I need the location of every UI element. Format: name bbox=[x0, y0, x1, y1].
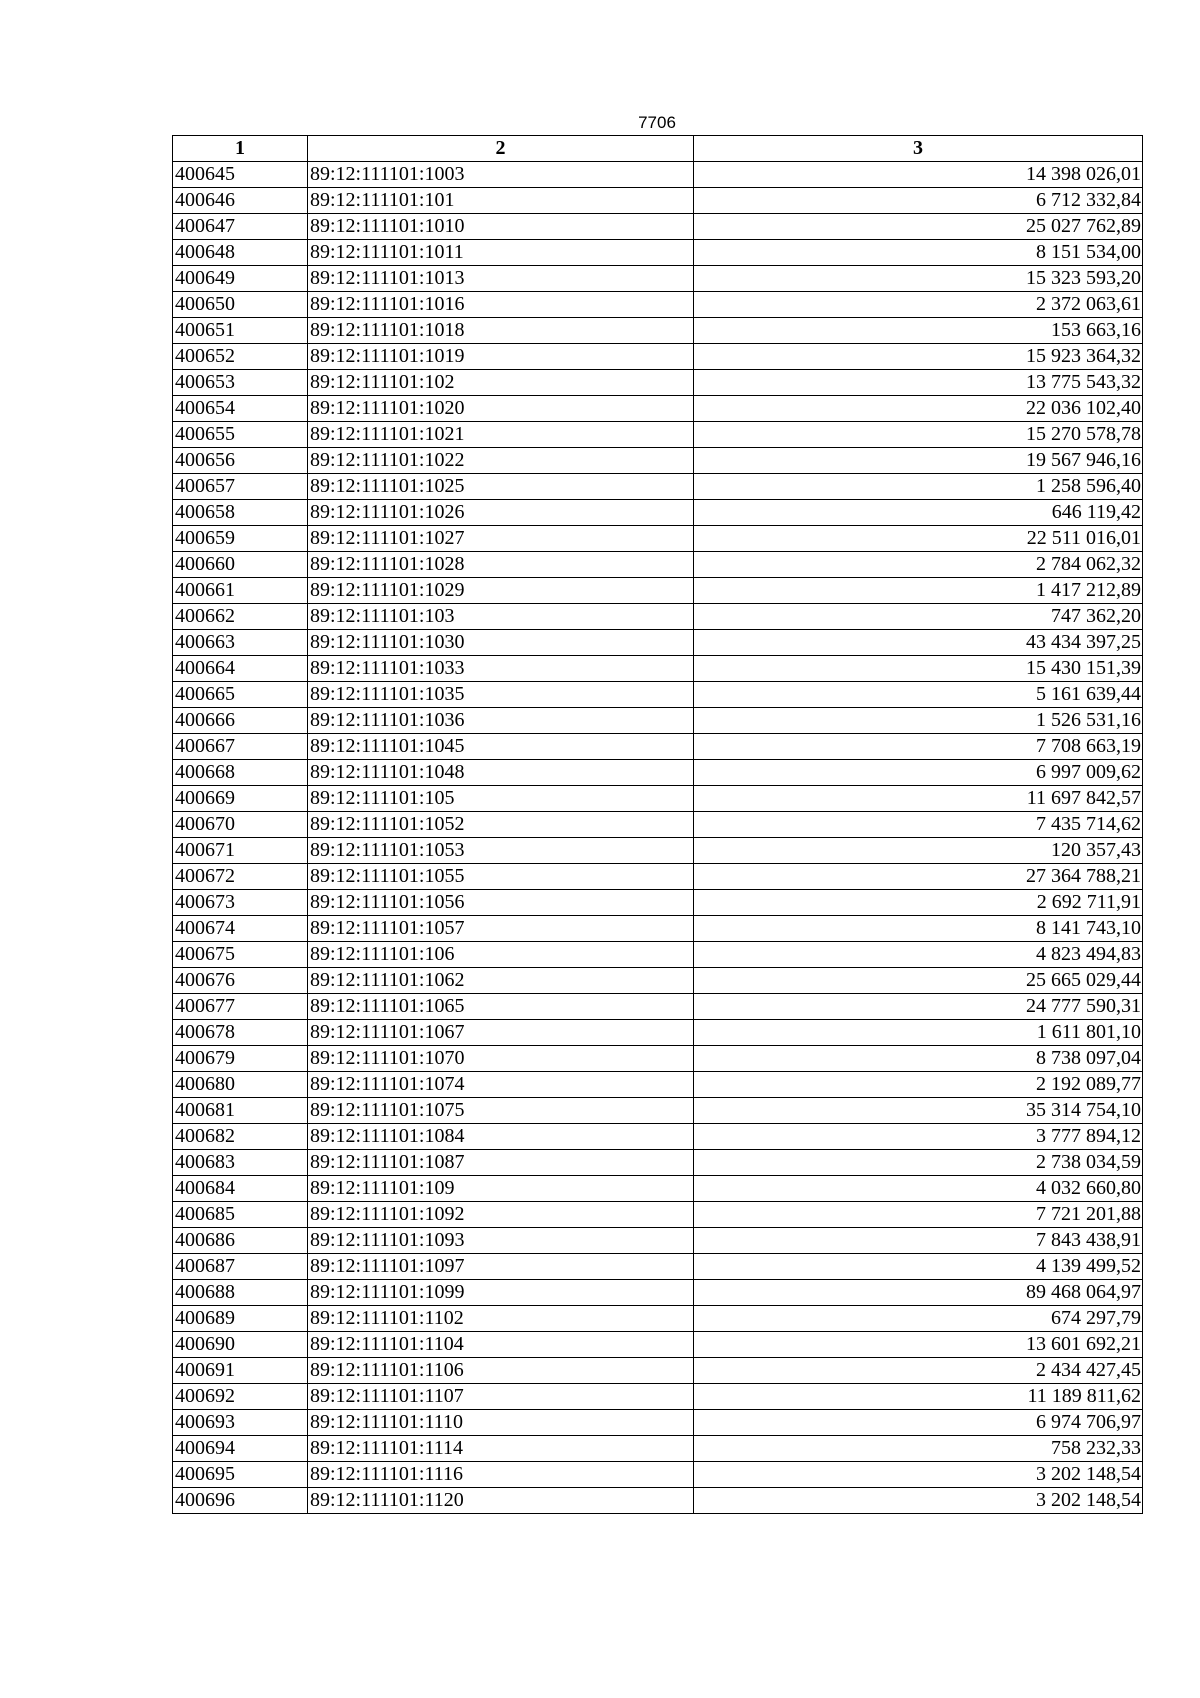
row-number-cell: 400681 bbox=[173, 1098, 308, 1124]
row-number-cell: 400678 bbox=[173, 1020, 308, 1046]
cadastral-number-cell: 89:12:111101:1120 bbox=[308, 1488, 694, 1514]
row-number-cell: 400683 bbox=[173, 1150, 308, 1176]
table-row bbox=[173, 552, 1143, 578]
row-number-cell: 400651 bbox=[173, 318, 308, 344]
table-row bbox=[173, 266, 1143, 292]
cadastral-value-cell: 15 430 151,39 bbox=[694, 656, 1143, 682]
table-row bbox=[173, 1150, 1143, 1176]
cadastral-value-cell: 7 843 438,91 bbox=[694, 1228, 1143, 1254]
row-number-cell: 400676 bbox=[173, 968, 308, 994]
table-row bbox=[173, 188, 1143, 214]
cadastral-number-cell: 89:12:111101:106 bbox=[308, 942, 694, 968]
row-number-cell: 400658 bbox=[173, 500, 308, 526]
row-number-cell: 400686 bbox=[173, 1228, 308, 1254]
table-row bbox=[173, 656, 1143, 682]
cadastral-value-cell: 3 202 148,54 bbox=[694, 1488, 1143, 1514]
cadastral-value-cell: 89 468 064,97 bbox=[694, 1280, 1143, 1306]
cadastral-value-cell: 6 974 706,97 bbox=[694, 1410, 1143, 1436]
table-row bbox=[173, 1228, 1143, 1254]
cadastral-value-cell: 43 434 397,25 bbox=[694, 630, 1143, 656]
row-number-cell: 400671 bbox=[173, 838, 308, 864]
row-number-cell: 400674 bbox=[173, 916, 308, 942]
row-number-cell: 400672 bbox=[173, 864, 308, 890]
table-row bbox=[173, 1410, 1143, 1436]
cadastral-number-cell: 89:12:111101:1027 bbox=[308, 526, 694, 552]
row-number-cell: 400677 bbox=[173, 994, 308, 1020]
row-number-cell: 400654 bbox=[173, 396, 308, 422]
row-number-cell: 400660 bbox=[173, 552, 308, 578]
cadastral-number-cell: 89:12:111101:1021 bbox=[308, 422, 694, 448]
table-row bbox=[173, 916, 1143, 942]
cadastral-number-cell: 89:12:111101:1045 bbox=[308, 734, 694, 760]
table-row bbox=[173, 1046, 1143, 1072]
cadastral-number-cell: 89:12:111101:1052 bbox=[308, 812, 694, 838]
cadastral-number-cell: 89:12:111101:1099 bbox=[308, 1280, 694, 1306]
cadastral-value-cell: 2 434 427,45 bbox=[694, 1358, 1143, 1384]
cadastral-value-cell: 35 314 754,10 bbox=[694, 1098, 1143, 1124]
row-number-cell: 400653 bbox=[173, 370, 308, 396]
cadastral-value-cell: 22 036 102,40 bbox=[694, 396, 1143, 422]
cadastral-value-cell: 153 663,16 bbox=[694, 318, 1143, 344]
table-row bbox=[173, 500, 1143, 526]
table-row bbox=[173, 630, 1143, 656]
cadastral-number-cell: 89:12:111101:1114 bbox=[308, 1436, 694, 1462]
cadastral-number-cell: 89:12:111101:109 bbox=[308, 1176, 694, 1202]
cadastral-number-cell: 89:12:111101:1104 bbox=[308, 1332, 694, 1358]
table-row bbox=[173, 1124, 1143, 1150]
cadastral-value-cell: 120 357,43 bbox=[694, 838, 1143, 864]
cadastral-value-cell: 15 323 593,20 bbox=[694, 266, 1143, 292]
cadastral-number-cell: 89:12:111101:1018 bbox=[308, 318, 694, 344]
cadastral-value-cell: 2 692 711,91 bbox=[694, 890, 1143, 916]
column-header-2: 2 bbox=[308, 136, 694, 162]
row-number-cell: 400652 bbox=[173, 344, 308, 370]
cadastral-value-cell: 15 270 578,78 bbox=[694, 422, 1143, 448]
table-row bbox=[173, 396, 1143, 422]
row-number-cell: 400670 bbox=[173, 812, 308, 838]
cadastral-value-cell: 24 777 590,31 bbox=[694, 994, 1143, 1020]
cadastral-value-cell: 8 738 097,04 bbox=[694, 1046, 1143, 1072]
cadastral-value-cell: 25 027 762,89 bbox=[694, 214, 1143, 240]
cadastral-number-cell: 89:12:111101:1035 bbox=[308, 682, 694, 708]
cadastral-number-cell: 89:12:111101:1057 bbox=[308, 916, 694, 942]
row-number-cell: 400666 bbox=[173, 708, 308, 734]
row-number-cell: 400669 bbox=[173, 786, 308, 812]
row-number-cell: 400656 bbox=[173, 448, 308, 474]
table-row bbox=[173, 734, 1143, 760]
table-row bbox=[173, 708, 1143, 734]
row-number-cell: 400664 bbox=[173, 656, 308, 682]
cadastral-value-cell: 11 189 811,62 bbox=[694, 1384, 1143, 1410]
cadastral-number-cell: 89:12:111101:1056 bbox=[308, 890, 694, 916]
table-row bbox=[173, 838, 1143, 864]
row-number-cell: 400687 bbox=[173, 1254, 308, 1280]
cadastral-value-cell: 646 119,42 bbox=[694, 500, 1143, 526]
row-number-cell: 400675 bbox=[173, 942, 308, 968]
table-row bbox=[173, 370, 1143, 396]
row-number-cell: 400694 bbox=[173, 1436, 308, 1462]
row-number-cell: 400659 bbox=[173, 526, 308, 552]
cadastral-value-cell: 22 511 016,01 bbox=[694, 526, 1143, 552]
table-row bbox=[173, 240, 1143, 266]
table-row bbox=[173, 526, 1143, 552]
cadastral-number-cell: 89:12:111101:1070 bbox=[308, 1046, 694, 1072]
row-number-cell: 400655 bbox=[173, 422, 308, 448]
cadastral-value-cell: 7 721 201,88 bbox=[694, 1202, 1143, 1228]
table-row bbox=[173, 942, 1143, 968]
cadastral-number-cell: 89:12:111101:1067 bbox=[308, 1020, 694, 1046]
table-row bbox=[173, 1488, 1143, 1514]
row-number-cell: 400645 bbox=[173, 162, 308, 188]
cadastral-number-cell: 89:12:111101:1106 bbox=[308, 1358, 694, 1384]
cadastral-value-cell: 1 526 531,16 bbox=[694, 708, 1143, 734]
cadastral-value-cell: 5 161 639,44 bbox=[694, 682, 1143, 708]
table-row bbox=[173, 890, 1143, 916]
cadastral-number-cell: 89:12:111101:1097 bbox=[308, 1254, 694, 1280]
cadastral-number-cell: 89:12:111101:1029 bbox=[308, 578, 694, 604]
table-row bbox=[173, 864, 1143, 890]
table-row bbox=[173, 1202, 1143, 1228]
row-number-cell: 400657 bbox=[173, 474, 308, 500]
row-number-cell: 400689 bbox=[173, 1306, 308, 1332]
table-body bbox=[173, 162, 1143, 1514]
table-row bbox=[173, 1436, 1143, 1462]
cadastral-number-cell: 89:12:111101:1011 bbox=[308, 240, 694, 266]
row-number-cell: 400684 bbox=[173, 1176, 308, 1202]
cadastral-value-cell: 14 398 026,01 bbox=[694, 162, 1143, 188]
cadastral-value-cell: 8 141 743,10 bbox=[694, 916, 1143, 942]
cadastral-number-cell: 89:12:111101:105 bbox=[308, 786, 694, 812]
row-number-cell: 400680 bbox=[173, 1072, 308, 1098]
table-row bbox=[173, 1384, 1143, 1410]
cadastral-value-table bbox=[172, 135, 1143, 1514]
cadastral-value-cell: 4 823 494,83 bbox=[694, 942, 1143, 968]
cadastral-number-cell: 89:12:111101:1028 bbox=[308, 552, 694, 578]
row-number-cell: 400685 bbox=[173, 1202, 308, 1228]
cadastral-number-cell: 89:12:111101:1020 bbox=[308, 396, 694, 422]
cadastral-number-cell: 89:12:111101:1074 bbox=[308, 1072, 694, 1098]
cadastral-number-cell: 89:12:111101:103 bbox=[308, 604, 694, 630]
table-row bbox=[173, 1332, 1143, 1358]
cadastral-number-cell: 89:12:111101:1030 bbox=[308, 630, 694, 656]
cadastral-value-cell: 747 362,20 bbox=[694, 604, 1143, 630]
row-number-cell: 400690 bbox=[173, 1332, 308, 1358]
table-row bbox=[173, 214, 1143, 240]
row-number-cell: 400693 bbox=[173, 1410, 308, 1436]
cadastral-value-cell: 2 784 062,32 bbox=[694, 552, 1143, 578]
page-number: 7706 bbox=[638, 113, 676, 132]
cadastral-value-cell: 7 435 714,62 bbox=[694, 812, 1143, 838]
cadastral-value-cell: 758 232,33 bbox=[694, 1436, 1143, 1462]
table-row bbox=[173, 1358, 1143, 1384]
cadastral-value-cell: 2 372 063,61 bbox=[694, 292, 1143, 318]
cadastral-number-cell: 89:12:111101:1036 bbox=[308, 708, 694, 734]
cadastral-value-cell: 8 151 534,00 bbox=[694, 240, 1143, 266]
cadastral-number-cell: 89:12:111101:101 bbox=[308, 188, 694, 214]
table-row bbox=[173, 578, 1143, 604]
row-number-cell: 400661 bbox=[173, 578, 308, 604]
table-row bbox=[173, 422, 1143, 448]
row-number-cell: 400649 bbox=[173, 266, 308, 292]
table-row bbox=[173, 1280, 1143, 1306]
cadastral-number-cell: 89:12:111101:1116 bbox=[308, 1462, 694, 1488]
cadastral-number-cell: 89:12:111101:1048 bbox=[308, 760, 694, 786]
table-header-row bbox=[173, 136, 1143, 162]
cadastral-value-cell: 13 775 543,32 bbox=[694, 370, 1143, 396]
table-row bbox=[173, 344, 1143, 370]
table-row bbox=[173, 474, 1143, 500]
cadastral-number-cell: 89:12:111101:1016 bbox=[308, 292, 694, 318]
row-number-cell: 400650 bbox=[173, 292, 308, 318]
cadastral-value-cell: 15 923 364,32 bbox=[694, 344, 1143, 370]
cadastral-number-cell: 89:12:111101:1075 bbox=[308, 1098, 694, 1124]
cadastral-number-cell: 89:12:111101:1110 bbox=[308, 1410, 694, 1436]
cadastral-number-cell: 89:12:111101:1055 bbox=[308, 864, 694, 890]
table-row bbox=[173, 682, 1143, 708]
row-number-cell: 400648 bbox=[173, 240, 308, 266]
cadastral-number-cell: 89:12:111101:1026 bbox=[308, 500, 694, 526]
row-number-cell: 400682 bbox=[173, 1124, 308, 1150]
column-header-1: 1 bbox=[173, 136, 308, 162]
cadastral-value-cell: 2 738 034,59 bbox=[694, 1150, 1143, 1176]
cadastral-value-cell: 3 202 148,54 bbox=[694, 1462, 1143, 1488]
row-number-cell: 400662 bbox=[173, 604, 308, 630]
cadastral-value-cell: 1 258 596,40 bbox=[694, 474, 1143, 500]
cadastral-number-cell: 89:12:111101:1062 bbox=[308, 968, 694, 994]
table-row bbox=[173, 1254, 1143, 1280]
cadastral-value-cell: 19 567 946,16 bbox=[694, 448, 1143, 474]
table-row bbox=[173, 786, 1143, 812]
cadastral-number-cell: 89:12:111101:1087 bbox=[308, 1150, 694, 1176]
row-number-cell: 400646 bbox=[173, 188, 308, 214]
cadastral-value-cell: 11 697 842,57 bbox=[694, 786, 1143, 812]
cadastral-value-cell: 1 611 801,10 bbox=[694, 1020, 1143, 1046]
row-number-cell: 400668 bbox=[173, 760, 308, 786]
cadastral-number-cell: 89:12:111101:1065 bbox=[308, 994, 694, 1020]
table-row bbox=[173, 1306, 1143, 1332]
cadastral-number-cell: 89:12:111101:1022 bbox=[308, 448, 694, 474]
cadastral-number-cell: 89:12:111101:1013 bbox=[308, 266, 694, 292]
row-number-cell: 400673 bbox=[173, 890, 308, 916]
row-number-cell: 400696 bbox=[173, 1488, 308, 1514]
cadastral-number-cell: 89:12:111101:1107 bbox=[308, 1384, 694, 1410]
table-row bbox=[173, 1072, 1143, 1098]
cadastral-number-cell: 89:12:111101:102 bbox=[308, 370, 694, 396]
cadastral-number-cell: 89:12:111101:1084 bbox=[308, 1124, 694, 1150]
row-number-cell: 400695 bbox=[173, 1462, 308, 1488]
cadastral-value-cell: 6 712 332,84 bbox=[694, 188, 1143, 214]
cadastral-value-cell: 27 364 788,21 bbox=[694, 864, 1143, 890]
table-row bbox=[173, 1098, 1143, 1124]
table-row bbox=[173, 604, 1143, 630]
cadastral-value-cell: 13 601 692,21 bbox=[694, 1332, 1143, 1358]
cadastral-value-cell: 25 665 029,44 bbox=[694, 968, 1143, 994]
cadastral-number-cell: 89:12:111101:1033 bbox=[308, 656, 694, 682]
cadastral-number-cell: 89:12:111101:1010 bbox=[308, 214, 694, 240]
table-row bbox=[173, 994, 1143, 1020]
table-row bbox=[173, 448, 1143, 474]
table-row bbox=[173, 292, 1143, 318]
row-number-cell: 400663 bbox=[173, 630, 308, 656]
cadastral-value-cell: 2 192 089,77 bbox=[694, 1072, 1143, 1098]
table-row bbox=[173, 812, 1143, 838]
column-header-3: 3 bbox=[694, 136, 1143, 162]
cadastral-value-cell: 674 297,79 bbox=[694, 1306, 1143, 1332]
cadastral-value-cell: 4 032 660,80 bbox=[694, 1176, 1143, 1202]
row-number-cell: 400647 bbox=[173, 214, 308, 240]
row-number-cell: 400691 bbox=[173, 1358, 308, 1384]
cadastral-number-cell: 89:12:111101:1003 bbox=[308, 162, 694, 188]
cadastral-number-cell: 89:12:111101:1092 bbox=[308, 1202, 694, 1228]
table-row bbox=[173, 1462, 1143, 1488]
cadastral-number-cell: 89:12:111101:1093 bbox=[308, 1228, 694, 1254]
cadastral-value-cell: 1 417 212,89 bbox=[694, 578, 1143, 604]
table-row bbox=[173, 162, 1143, 188]
table-row bbox=[173, 318, 1143, 344]
table-row bbox=[173, 760, 1143, 786]
row-number-cell: 400688 bbox=[173, 1280, 308, 1306]
table-row bbox=[173, 968, 1143, 994]
cadastral-value-cell: 3 777 894,12 bbox=[694, 1124, 1143, 1150]
row-number-cell: 400679 bbox=[173, 1046, 308, 1072]
row-number-cell: 400692 bbox=[173, 1384, 308, 1410]
row-number-cell: 400667 bbox=[173, 734, 308, 760]
row-number-cell: 400665 bbox=[173, 682, 308, 708]
cadastral-number-cell: 89:12:111101:1025 bbox=[308, 474, 694, 500]
cadastral-number-cell: 89:12:111101:1019 bbox=[308, 344, 694, 370]
cadastral-number-cell: 89:12:111101:1102 bbox=[308, 1306, 694, 1332]
table-row bbox=[173, 1176, 1143, 1202]
table-row bbox=[173, 1020, 1143, 1046]
cadastral-value-cell: 7 708 663,19 bbox=[694, 734, 1143, 760]
cadastral-value-cell: 6 997 009,62 bbox=[694, 760, 1143, 786]
cadastral-number-cell: 89:12:111101:1053 bbox=[308, 838, 694, 864]
cadastral-value-cell: 4 139 499,52 bbox=[694, 1254, 1143, 1280]
